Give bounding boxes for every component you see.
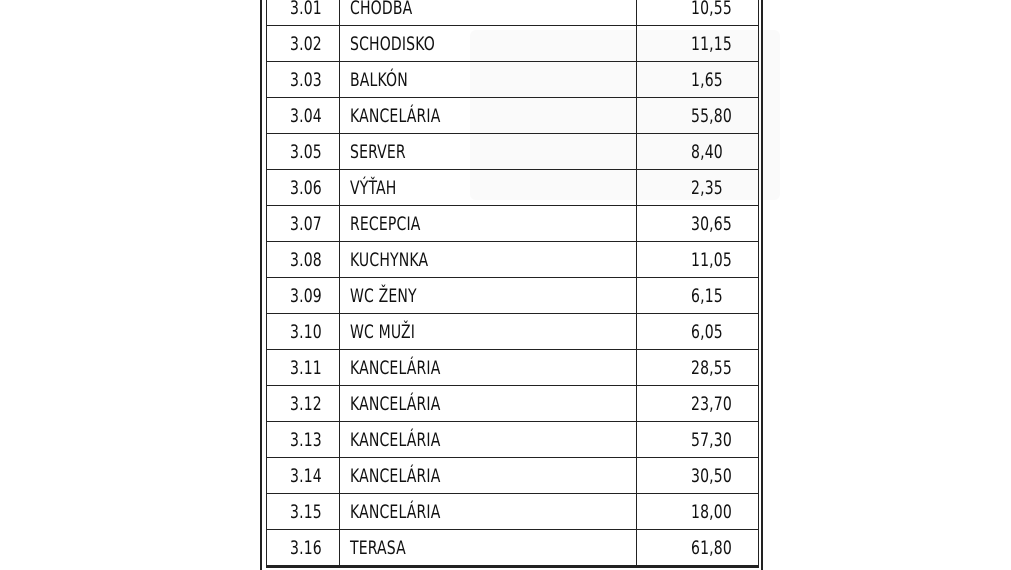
room-area-text: 23,70	[691, 392, 732, 415]
room-number-text: 3.05	[290, 140, 323, 163]
room-area-cell	[637, 422, 758, 457]
room-area-cell	[637, 242, 758, 277]
room-name-cell	[340, 98, 637, 133]
room-name-cell	[340, 242, 637, 277]
room-area-text: 61,80	[691, 536, 732, 559]
table-row	[267, 422, 758, 458]
room-area-cell	[637, 458, 758, 493]
room-name-text: KANCELÁRIA	[350, 356, 441, 379]
room-name-cell	[340, 314, 637, 349]
room-area-text: 2,35	[691, 176, 723, 199]
room-name-text: KANCELÁRIA	[350, 104, 441, 127]
room-number-cell	[267, 494, 340, 529]
room-area-text: 11,05	[691, 248, 732, 271]
room-name-cell	[340, 62, 637, 97]
room-name-text: BALKÓN	[350, 68, 408, 91]
room-name-cell	[340, 26, 637, 61]
room-area-text: 57,30	[691, 428, 732, 451]
room-area-cell	[637, 170, 758, 205]
room-area-cell	[637, 26, 758, 61]
room-name-text: CHODBA	[350, 0, 413, 19]
room-name-cell	[340, 386, 637, 421]
room-area-cell	[637, 386, 758, 421]
room-number-text: 3.04	[290, 104, 323, 127]
table-row	[267, 62, 758, 98]
room-area-text: 6,05	[691, 320, 723, 343]
room-name-cell	[340, 458, 637, 493]
frame-left-border	[260, 0, 262, 570]
room-number-cell	[267, 134, 340, 169]
room-area-cell	[637, 98, 758, 133]
room-name-cell	[340, 278, 637, 313]
room-area-cell	[637, 314, 758, 349]
room-area-text: 28,55	[691, 356, 732, 379]
table-row	[267, 494, 758, 530]
room-area-cell	[637, 62, 758, 97]
room-number-text: 3.14	[290, 464, 323, 487]
room-number-cell	[267, 170, 340, 205]
room-number-cell	[267, 422, 340, 457]
table-row	[267, 134, 758, 170]
room-name-cell	[340, 350, 637, 385]
room-number-cell	[267, 314, 340, 349]
room-name-cell	[340, 206, 637, 241]
room-area-cell	[637, 206, 758, 241]
room-number-cell	[267, 458, 340, 493]
room-number-cell	[267, 0, 340, 25]
room-area-text: 1,65	[691, 68, 723, 91]
table-row	[267, 458, 758, 494]
room-area-text: 10,55	[691, 0, 732, 19]
table-row	[267, 26, 758, 62]
table-row	[267, 206, 758, 242]
room-name-text: WC ŽENY	[350, 284, 417, 307]
room-area-text: 30,50	[691, 464, 732, 487]
room-number-text: 3.12	[290, 392, 323, 415]
room-name-cell	[340, 134, 637, 169]
room-area-text: 55,80	[691, 104, 732, 127]
room-number-cell	[267, 98, 340, 133]
room-area-cell	[637, 278, 758, 313]
table-row	[267, 98, 758, 134]
room-number-cell	[267, 242, 340, 277]
room-name-text: KANCELÁRIA	[350, 500, 441, 523]
room-name-cell	[340, 530, 637, 565]
room-number-cell	[267, 386, 340, 421]
room-name-text: SERVER	[350, 140, 406, 163]
room-name-text: SCHODISKO	[350, 32, 435, 55]
room-number-text: 3.08	[290, 248, 323, 271]
room-area-cell	[637, 350, 758, 385]
room-name-text: WC MUŽI	[350, 320, 416, 343]
room-number-cell	[267, 206, 340, 241]
table-row	[267, 350, 758, 386]
room-area-cell	[637, 0, 758, 25]
room-name-text: RECEPCIA	[350, 212, 421, 235]
room-number-text: 3.10	[290, 320, 323, 343]
table-row	[267, 314, 758, 350]
room-number-cell	[267, 62, 340, 97]
room-number-text: 3.06	[290, 176, 323, 199]
room-area-cell	[637, 134, 758, 169]
room-number-text: 3.01	[290, 0, 323, 19]
room-name-cell	[340, 170, 637, 205]
table-row	[267, 278, 758, 314]
room-number-cell	[267, 278, 340, 313]
room-name-text: KANCELÁRIA	[350, 428, 441, 451]
room-name-cell	[340, 422, 637, 457]
room-name-cell	[340, 0, 637, 25]
room-name-text: KUCHYNKA	[350, 248, 429, 271]
room-number-text: 3.16	[290, 536, 323, 559]
room-area-cell	[637, 494, 758, 529]
room-area-text: 18,00	[691, 500, 732, 523]
room-area-cell	[637, 530, 758, 565]
room-name-text: KANCELÁRIA	[350, 464, 441, 487]
table-row	[267, 242, 758, 278]
room-name-text: VÝŤAH	[350, 176, 397, 199]
table-row	[267, 386, 758, 422]
room-number-cell	[267, 530, 340, 565]
table-row	[267, 170, 758, 206]
room-number-text: 3.11	[290, 356, 323, 379]
room-name-cell	[340, 494, 637, 529]
room-area-text: 6,15	[691, 284, 723, 307]
room-number-text: 3.13	[290, 428, 323, 451]
room-schedule-table	[266, 0, 759, 568]
room-number-text: 3.02	[290, 32, 323, 55]
room-area-text: 30,65	[691, 212, 732, 235]
room-number-text: 3.07	[290, 212, 323, 235]
room-name-text: KANCELÁRIA	[350, 392, 441, 415]
room-number-text: 3.03	[290, 68, 323, 91]
room-number-cell	[267, 350, 340, 385]
room-number-text: 3.09	[290, 284, 323, 307]
room-name-text: TERASA	[350, 536, 406, 559]
table-row	[267, 0, 758, 26]
room-area-text: 11,15	[691, 32, 732, 55]
room-number-cell	[267, 26, 340, 61]
table-row	[267, 530, 758, 568]
room-area-text: 8,40	[691, 140, 723, 163]
room-number-text: 3.15	[290, 500, 323, 523]
frame-right-border	[761, 0, 763, 570]
